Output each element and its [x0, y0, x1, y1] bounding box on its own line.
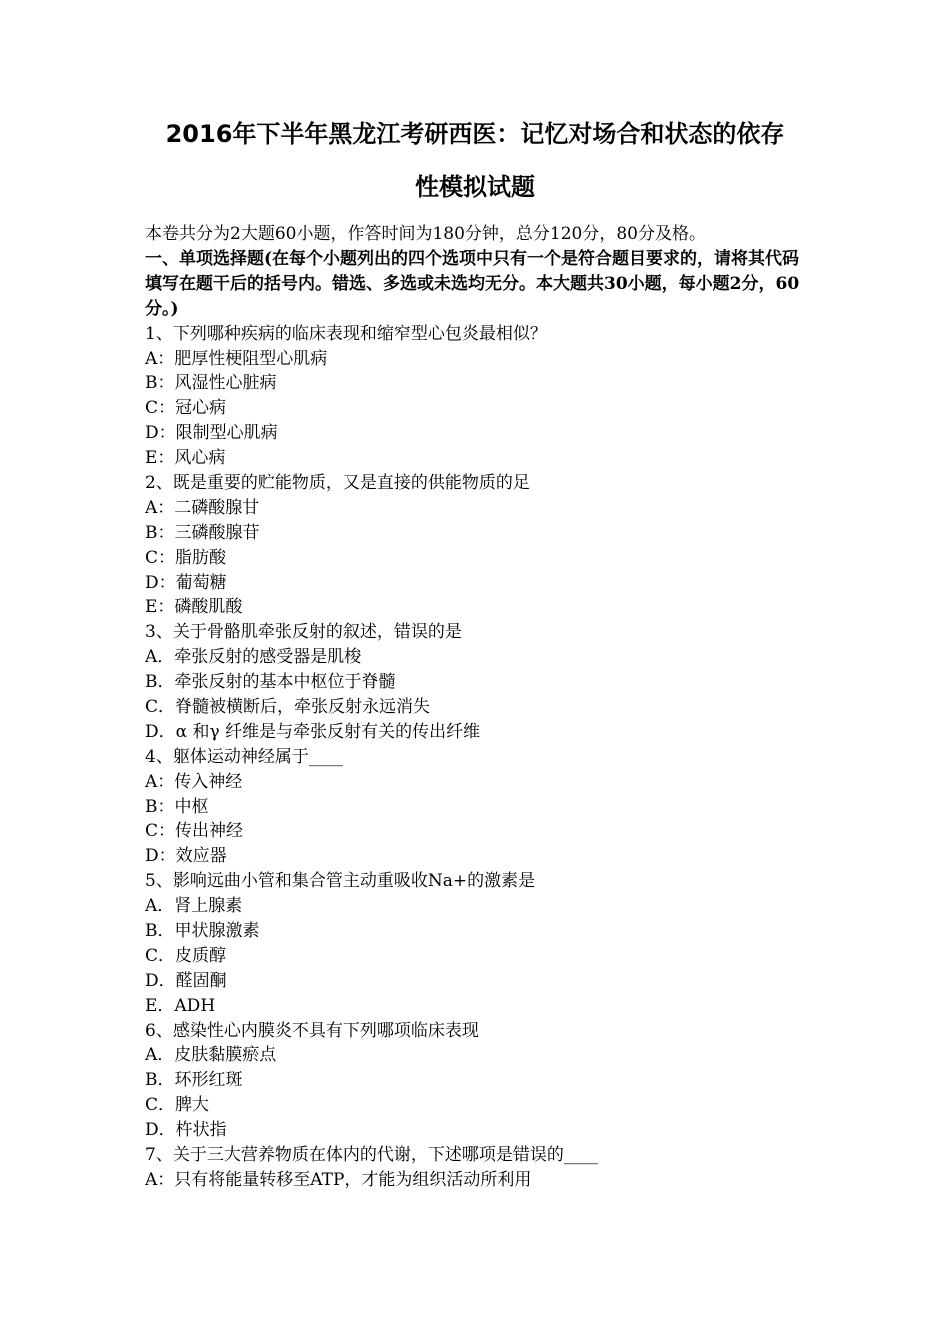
exam-intro: 本卷共分为2大题60小题，作答时间为180分钟，总分120分，80分及格。: [145, 224, 706, 244]
question-option: D．醛固酮: [145, 970, 227, 991]
question-option: A．肾上腺素: [145, 896, 243, 917]
question-4: [145, 745, 810, 869]
question-option: A：二磷酸腺甘: [145, 497, 260, 518]
question-option: D．杵状指: [145, 1120, 227, 1141]
question-stem: 5、影响远曲小管和集合管主动重吸收Na+的激素是: [145, 871, 536, 892]
question-option: C．脊髓被横断后，牵张反射永远消失: [145, 696, 431, 717]
question-option: E：磷酸肌酸: [145, 597, 243, 618]
question-stem: 1、下列哪种疾病的临床表现和缩窄型心包炎最相似？: [145, 323, 547, 344]
question-option: B：风湿性心脏病: [145, 373, 277, 394]
question-option: D：效应器: [145, 846, 227, 867]
question-option: D．α 和γ 纤维是与牵张反射有关的传出纤维: [145, 721, 481, 742]
question-3: [145, 620, 810, 744]
question-option: C．脾大: [145, 1095, 210, 1116]
question-option: A．牵张反射的感受器是肌梭: [145, 647, 362, 668]
question-5: [145, 869, 810, 1018]
question-option: C：冠心病: [145, 398, 227, 419]
question-option: C．皮质醇: [145, 945, 227, 966]
document-body: [145, 222, 810, 1193]
question-option: B．牵张反射的基本中枢位于脊髓: [145, 672, 396, 693]
question-2: [145, 471, 810, 620]
question-option: B．环形红斑: [145, 1070, 243, 1091]
question-stem: 3、关于骨骼肌牵张反射的叙述，错误的是: [145, 622, 462, 643]
question-option: D：葡萄糖: [145, 572, 227, 593]
question-option: C：脂肪酸: [145, 547, 227, 568]
question-option: A：肥厚性梗阻型心肌病: [145, 348, 328, 369]
question-option: E．ADH: [145, 995, 216, 1016]
question-option: B．甲状腺激素: [145, 920, 260, 941]
document-title-line-2: 性模拟试题: [415, 173, 535, 201]
question-1: [145, 322, 810, 471]
question-6: [145, 1019, 810, 1143]
section-heading: 一、单项选择题(在每个小题列出的四个选项中只有一个是符合题目要求的，请将其代码填写在题干后的括号内。错选、多选或未选均无分。本大题共30小题，每小题2分，60分。): [145, 248, 800, 319]
question-option: A：只有将能量转移至ATP，才能为组织活动所利用: [145, 1169, 532, 1190]
question-option: A．皮肤黏膜瘀点: [145, 1045, 277, 1066]
question-stem: 2、既是重要的贮能物质，又是直接的供能物质的足: [145, 472, 530, 493]
question-option: B：中枢: [145, 796, 209, 817]
question-option: C：传出神经: [145, 821, 244, 842]
question-7: [145, 1143, 810, 1193]
question-stem: 4、躯体运动神经属于____: [145, 746, 343, 767]
question-option: A：传入神经: [145, 771, 243, 792]
question-stem: 6、感染性心内膜炎不具有下列哪项临床表现: [145, 1020, 479, 1041]
question-option: B：三磷酸腺苷: [145, 522, 260, 543]
question-stem: 7、关于三大营养物质在体内的代谢，下述哪项是错误的____: [145, 1145, 598, 1165]
document-title-line-1: 2016年下半年黑龙江考研西医：记忆对场合和状态的依存: [165, 120, 785, 148]
question-option: D：限制型心肌病: [145, 423, 278, 444]
question-option: E：风心病: [145, 448, 226, 469]
